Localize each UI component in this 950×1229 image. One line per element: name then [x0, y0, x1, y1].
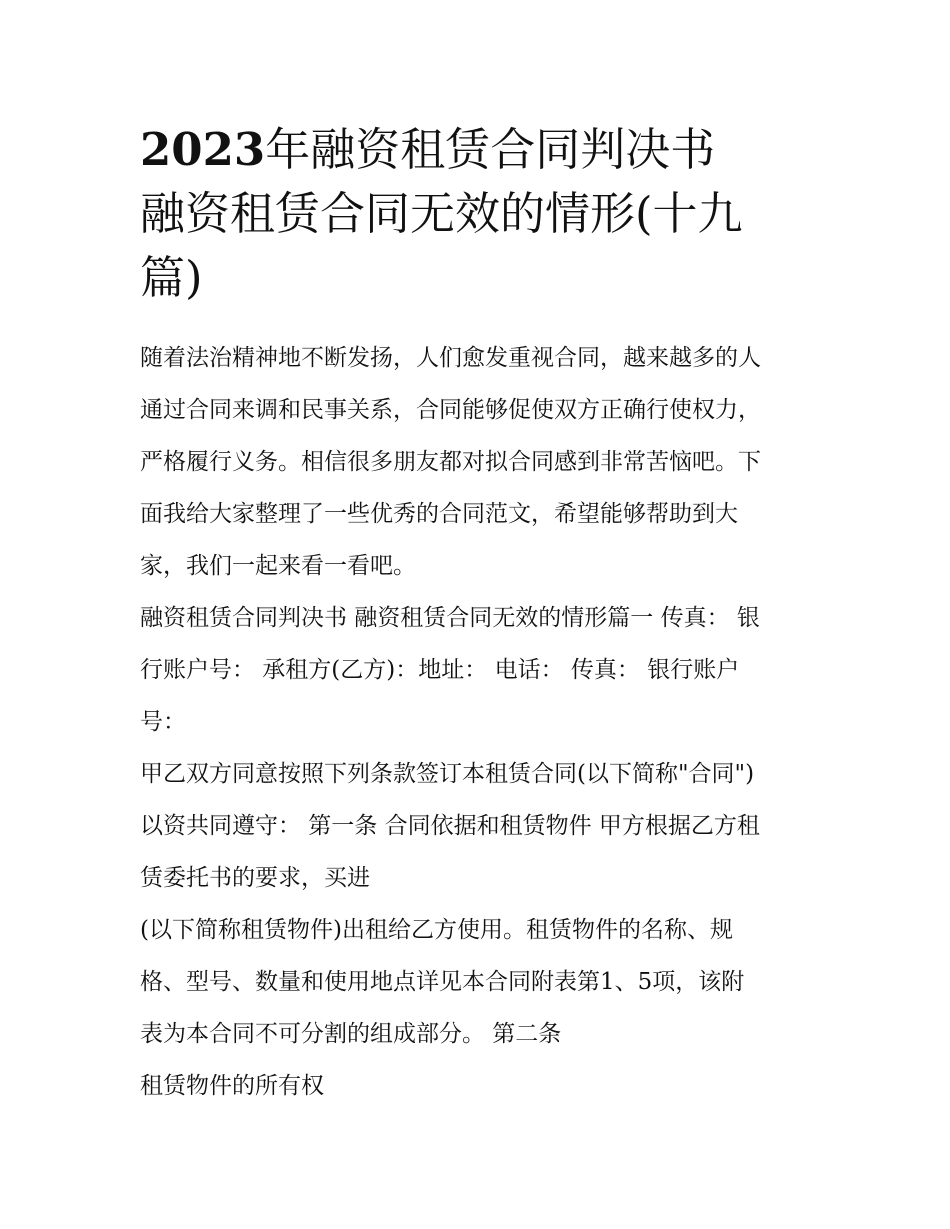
title-line-1-text: 年融资租赁合同判决书 — [265, 123, 716, 176]
text-line: 严格履行义务。相信很多朋友都对拟合同感到非常苦恼吧。下 — [140, 449, 761, 475]
text-line: 随着法治精神地不断发扬，人们愈发重视合同，越来越多的人 — [140, 345, 761, 371]
text-line: 面我给大家整理了一些优秀的合同范文，希望能够帮助到大 — [140, 501, 738, 527]
paragraph-contract-header — [140, 592, 820, 748]
text-line: 以资共同遵守： 第一条 合同依据和租赁物件 甲方根据乙方租 — [140, 813, 760, 839]
document-body — [140, 332, 820, 1112]
document-title — [140, 118, 820, 310]
title-line-1 — [140, 118, 820, 182]
text-line: 表为本合同不可分割的组成部分。 第二条 — [140, 1021, 562, 1047]
text-line: 格、型号、数量和使用地点详见本合同附表第1、5项，该附 — [140, 969, 745, 995]
document-page — [140, 118, 820, 1112]
text-line: 行账户号： 承租方(乙方)：地址： 电话： 传真： 银行账户 — [140, 657, 740, 683]
title-line-3: 篇) — [140, 251, 203, 304]
text-line: 甲乙双方同意按照下列条款签订本租赁合同(以下简称"合同") — [140, 761, 755, 787]
paragraph-article-one — [140, 748, 820, 904]
title-year: 2023 — [140, 123, 266, 176]
text-line: 家，我们一起来看一看吧。 — [140, 553, 416, 579]
text-line: 赁委托书的要求，买进 — [140, 865, 370, 891]
paragraph-lease-items — [140, 904, 820, 1060]
text-line: 号： — [140, 709, 186, 735]
title-line-2: 融资租赁合同无效的情形(十九 — [140, 187, 743, 240]
paragraph-intro — [140, 332, 820, 592]
text-line: 融资租赁合同判决书 融资租赁合同无效的情形篇一 传真： 银 — [140, 605, 760, 631]
text-line: (以下简称租赁物件)出租给乙方使用。租赁物件的名称、规 — [140, 917, 733, 943]
paragraph-ownership — [140, 1060, 820, 1112]
text-line: 租赁物件的所有权 — [140, 1073, 324, 1099]
text-line: 通过合同来调和民事关系，合同能够促使双方正确行使权力， — [140, 397, 761, 423]
